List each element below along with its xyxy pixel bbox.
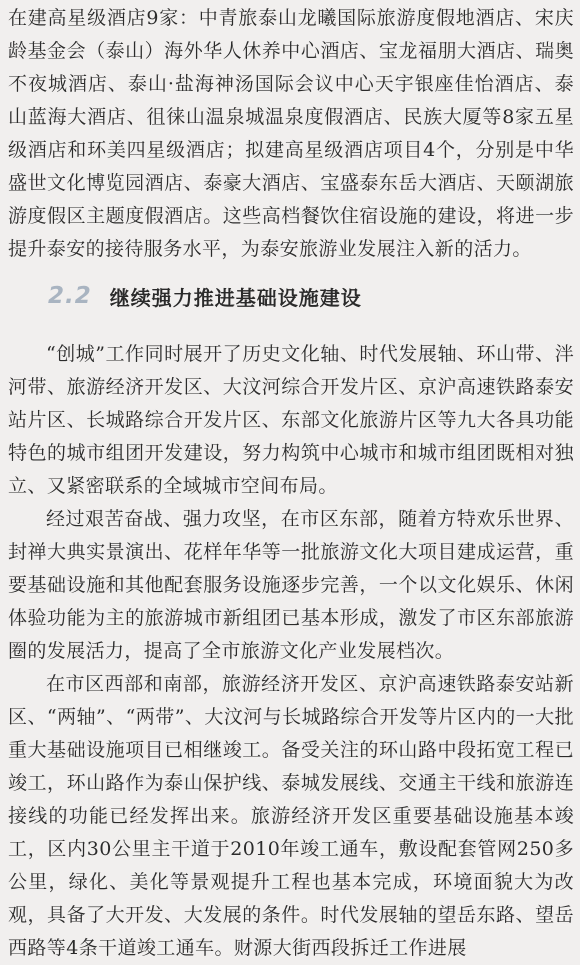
section-heading — [48, 279, 362, 313]
body-paragraph-2: 经过艰苦奋战、强力攻坚，在市区东部，随着方特欢乐世界、封禅大典实景演出、花样年华等一批旅游文化大项目建成运营，重要基础设施和其他配套服务设施逐步完善，一个以文化娱乐、休闲体验功能为主的旅游城市新组团已基本形成，激发了市区东部旅游圈的发展活力，提高了全市旅游文化产业发展档次。 — [8, 508, 574, 662]
body-paragraph-top: 在建高星级酒店9家：中青旅泰山龙曦国际旅游度假地酒店、宋庆龄基金会（泰山）海外华人休养中心酒店、宝龙福朋大酒店、瑞奥不夜城酒店、泰山·盐海神汤国际会议中心天宇银座佳怡酒店、泰山蓝海大酒店、徂徕山温泉城温泉度假酒店、民族大厦等8家五星级酒店和环美四星级酒店；拟建高星级酒店项目4个，分别是中华盛世文化博览园酒店、泰豪大酒店、宝盛泰东岳大酒店、天颐湖旅游度假区主题度假酒店。这些高档餐饮住宿设施的建设，将进一步提升泰安的接待服务水平，为泰安旅游业发展注入新的活力。 — [8, 7, 574, 260]
section-title: 继续强力推进基础设施建设 — [109, 285, 362, 310]
body-paragraph-1: “创城”工作同时展开了历史文化轴、时代发展轴、环山带、泮河带、旅游经济开发区、大汶河综合开发片区、京沪高速铁路泰安站片区、长城路综合开发片区、东部文化旅游片区等九大各具功能特色的城市组团开发建设，努力构筑中心城市和城市组团既相对独立、又紧密联系的全域城市空间布局。 — [8, 343, 574, 497]
section-number: 2.2 — [48, 283, 92, 309]
body-paragraph-3: 在市区西部和南部，旅游经济开发区、京沪高速铁路泰安站新区、“两轴”、“两带”、大汶河与长城路综合开发等片区内的一大批重大基础设施项目已相继竣工。备受关注的环山路中段拓宽工程已竣工，环山路作为泰山保护线、泰城发展线、交通主干线和旅游连接线的功能已经发挥出来。旅游经济开发区重要基础设施基本竣工，区内30公里主干道于2010年竣工通车，敷设配套管网250多公里，绿化、美化等景观提升工程也基本完成，环境面貌大为改观，具备了大开发、大发展的条件。时代发展轴的望岳东路、望岳西路等4条干道竣工通车。财源大街西段拆迁工作进展 — [8, 673, 574, 959]
